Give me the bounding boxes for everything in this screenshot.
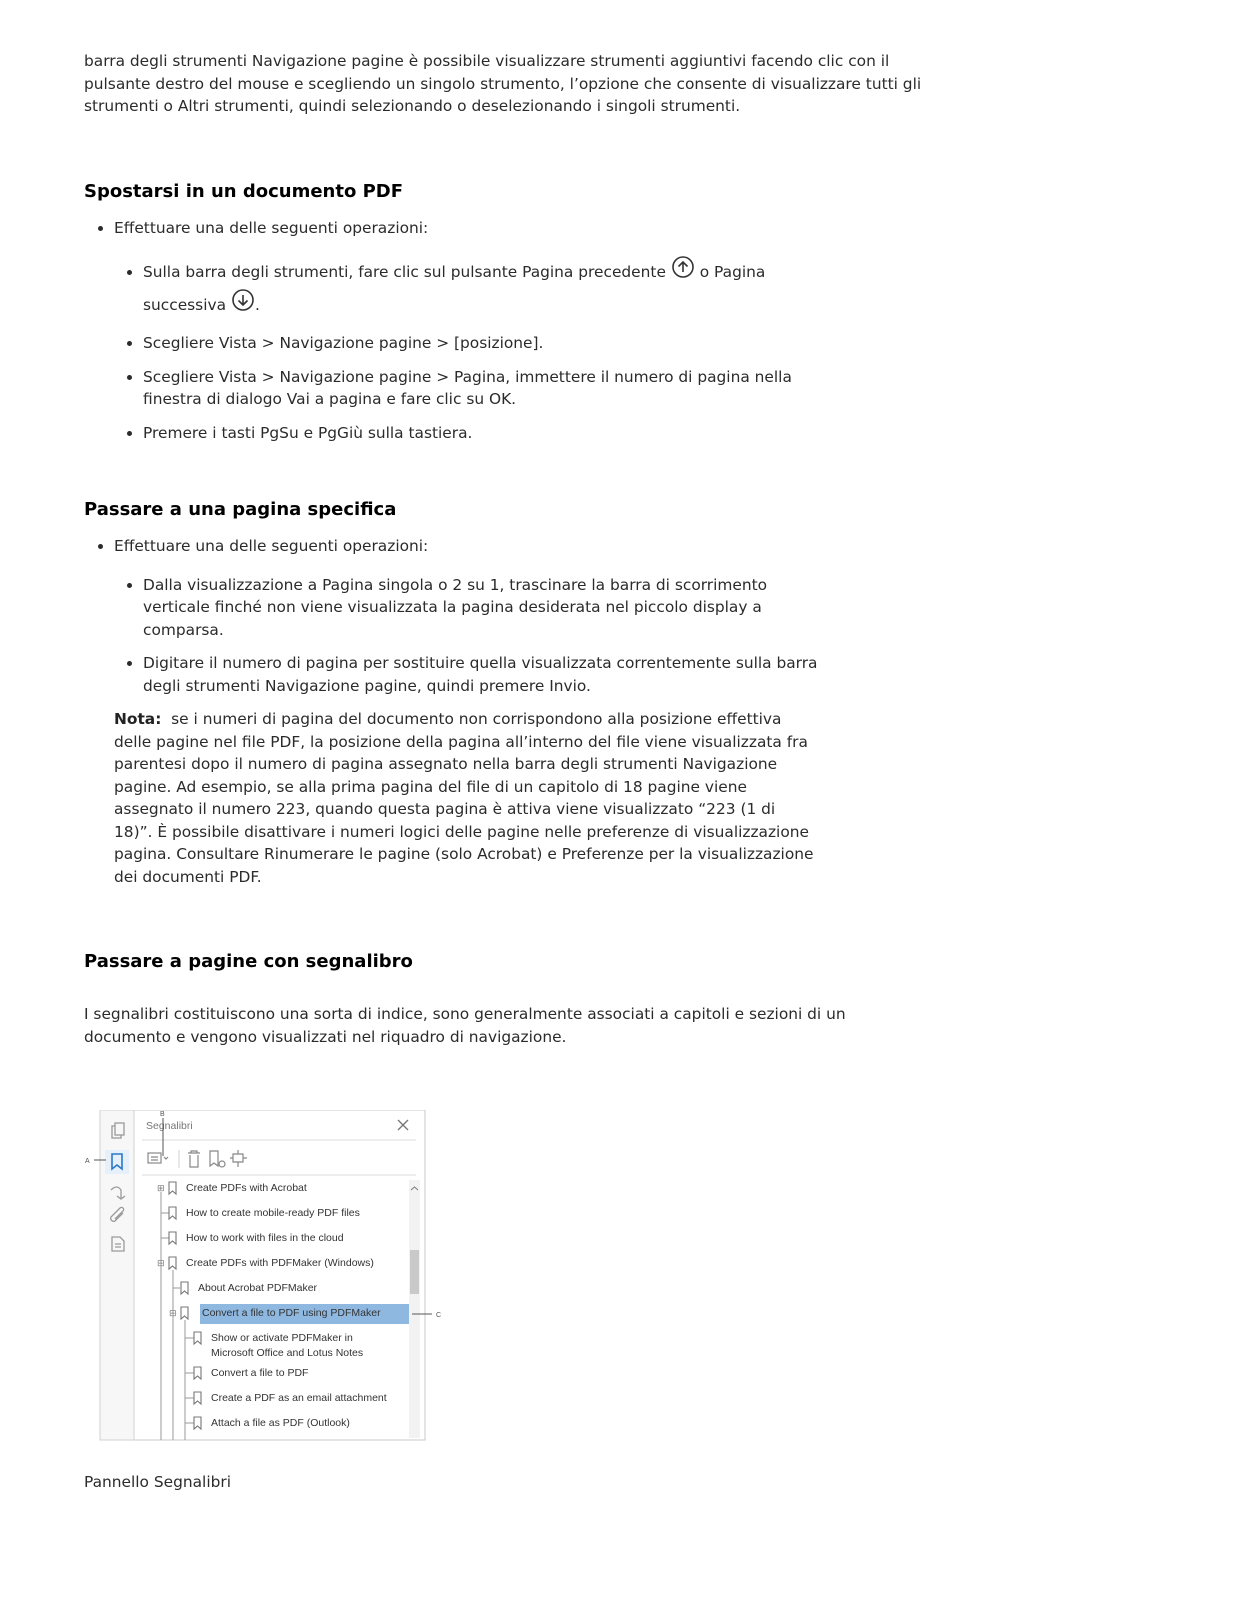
section3-paragraph: I segnalibri costituiscono una sorta di indice, sono generalmente associati a capitoli e sezioni di un documento e vengono visualizzati nel riquadro di navigazione. <box>84 1005 846 1046</box>
callout-c: C <box>436 1312 442 1319</box>
bookmark-item-continued[interactable]: Microsoft Office and Lotus Notes <box>211 1347 364 1359</box>
callout-b: B <box>160 1111 165 1118</box>
list-item: • Premere i tasti PgSu e PgGiù sulla tastiera. <box>143 422 823 445</box>
note-label: Nota: <box>114 710 162 728</box>
panel-title: Segnalibri <box>146 1120 193 1132</box>
scrollbar-track[interactable] <box>409 1180 420 1438</box>
document-page <box>84 50 954 1048</box>
list-item: • Dalla visualizzazione a Pagina singola o 2 su 1, trascinare la barra di scorrimento verticale finché non viene visualizzata la pagina desiderata nel piccolo display a comparsa. <box>143 574 823 642</box>
bookmark-item[interactable]: Create PDFs with PDFMaker (Windows) <box>186 1257 374 1269</box>
section2-lead-text: Effettuare una delle seguenti operazioni: <box>114 537 429 555</box>
list-item: • Digitare il numero di pagina per sostituire quella visualizzata correntemente sulla barra degli strumenti Navigazione pagine, quindi premere Invio. <box>143 652 823 697</box>
bookmark-item[interactable]: How to work with files in the cloud <box>186 1232 344 1244</box>
bookmarks-panel-figure <box>84 1110 454 1455</box>
bookmark-item[interactable]: About Acrobat PDFMaker <box>198 1282 318 1294</box>
bookmark-icon[interactable] <box>105 1150 129 1174</box>
section1-list <box>84 217 954 445</box>
list-item <box>143 255 823 321</box>
bookmark-item[interactable]: Attach a file as PDF (Outlook) <box>211 1417 350 1429</box>
collapse-toggle-icon[interactable]: ⊟ <box>169 1308 177 1318</box>
section2-lead <box>114 535 954 697</box>
section1-lead-text: Effettuare una delle seguenti operazioni: <box>114 218 429 237</box>
bookmark-item[interactable]: Show or activate PDFMaker in <box>211 1332 353 1344</box>
bookmark-item[interactable]: Create PDFs with Acrobat <box>186 1182 307 1194</box>
intro-paragraph: barra degli strumenti Navigazione pagine è possibile visualizzare strumenti aggiuntivi facendo clic con il pulsante destro del mouse e scegliendo un singolo strumento, l’opzione che consente di visualizzare tutti gli strumenti o Altri strumenti, quindi selezionando o deselezionando i singoli strumenti. <box>84 52 922 115</box>
item1-text-c: . <box>254 296 260 314</box>
note-text: se i numeri di pagina del documento non corrispondono alla posizione effettiva delle pagine nel file PDF, la posizione della pagina all’interno del file viene visualizzata fra parentesi dopo il numero di pagina assegnato nella barra degli strumenti Navigazione pagine. Ad esempio, se alla prima pagina del file di un capitolo di 18 pagine viene assegnato il numero 223, quando questa pagina è attiva viene visualizzato “223 (1 di 18)”. È possibile disattivare i numeri logici delle pagine nelle preferenze di visualizzazione pagina. Consultare Rinumerare le pagine (solo Acrobat) e Preferenze per la visualizzazione dei documenti PDF. <box>114 710 814 886</box>
section2-sublist <box>114 574 823 698</box>
list-item: • Scegliere Vista > Navigazione pagine > [posizione]. <box>143 332 823 355</box>
callout-a: A <box>85 1158 90 1165</box>
item1-text-a: Sulla barra degli strumenti, fare clic sul pulsante Pagina precedente <box>143 263 666 281</box>
heading-spostarsi: Spostarsi in un documento PDF <box>84 180 404 202</box>
item1-text-b: o Pagina successiva <box>143 263 766 314</box>
list-item: • Scegliere Vista > Navigazione pagine > Pagina, immettere il numero di pagina nella finestra di dialogo Vai a pagina e fare clic su OK. <box>143 366 823 411</box>
bookmark-item[interactable]: Create a PDF as an email attachment <box>211 1392 387 1404</box>
section2-list <box>84 535 954 697</box>
note-paragraph <box>114 708 814 888</box>
previous-page-icon[interactable] <box>671 255 695 279</box>
expand-toggle-icon[interactable]: ⊞ <box>157 1183 165 1193</box>
next-page-icon[interactable] <box>231 288 255 312</box>
heading-pagina-specifica: Passare a una pagina specifica <box>84 499 397 520</box>
figure-caption: Pannello Segnalibri <box>84 1473 231 1491</box>
collapse-toggle-icon[interactable]: ⊟ <box>157 1258 165 1268</box>
section1-lead <box>114 217 954 445</box>
section1-sublist <box>114 255 823 444</box>
panel-frame <box>100 1110 425 1440</box>
scrollbar-thumb[interactable] <box>410 1250 419 1294</box>
bookmark-item[interactable]: How to create mobile-ready PDF files <box>186 1207 360 1219</box>
heading-segnalibro: Passare a pagine con segnalibro <box>84 951 413 972</box>
bookmark-item[interactable]: Convert a file to PDF <box>211 1367 309 1379</box>
bookmark-item-selected[interactable]: Convert a file to PDF using PDFMaker <box>202 1307 381 1319</box>
